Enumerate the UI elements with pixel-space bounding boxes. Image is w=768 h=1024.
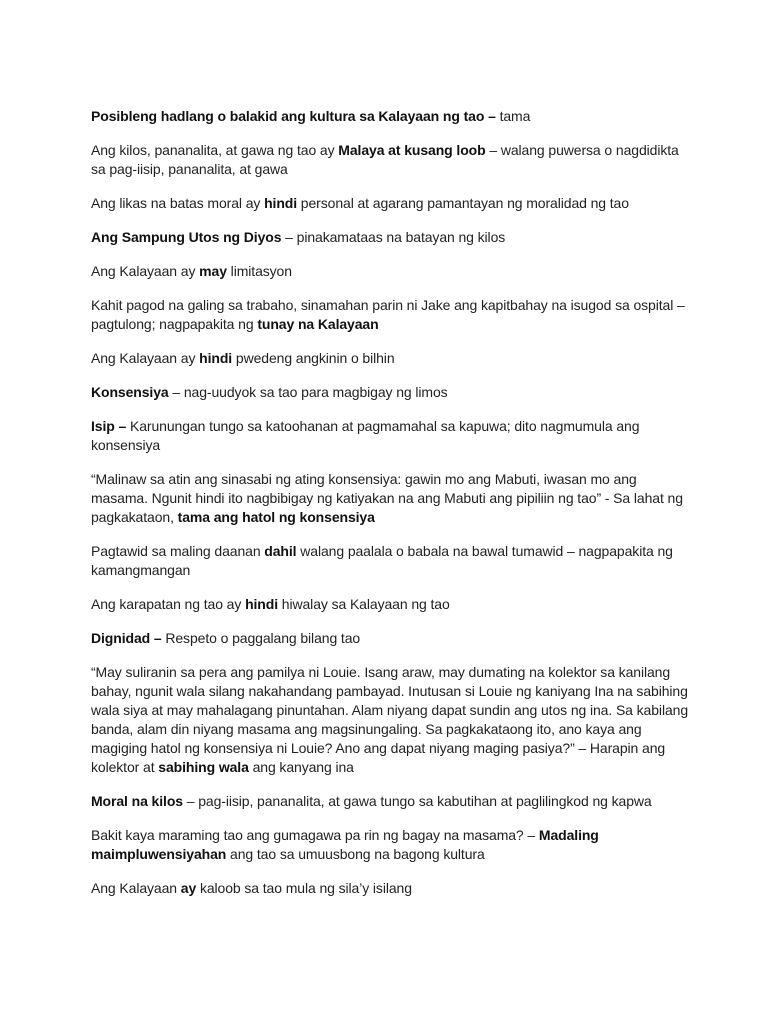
bold-text: Dignidad – <box>91 630 166 646</box>
paragraph-5 <box>91 262 691 281</box>
bold-text: sabihing wala <box>158 759 249 775</box>
text-run: limitasyon <box>226 263 292 279</box>
bold-text: Ang Sampung Utos ng Diyos <box>91 229 282 245</box>
paragraph-1 <box>91 107 691 126</box>
bold-text: Madaling maimpluwensiyahan <box>91 827 599 862</box>
bold-text: Posibleng hadlang o balakid ang kultura sa Kalayaan ng tao – <box>91 108 500 124</box>
text-run: Ang Kalayaan <box>91 880 181 896</box>
text-run: pwedeng angkinin o bilhin <box>232 350 395 366</box>
bold-text: dahil <box>264 543 297 559</box>
text-run: kaloob sa tao mula ng sila’y isilang <box>196 880 412 896</box>
paragraph-10 <box>91 470 691 527</box>
bold-text: ay <box>180 880 197 896</box>
paragraph-9 <box>91 417 691 455</box>
text-run: “Malinaw sa atin ang sinasabi ng ating konsensiya: gawin mo ang Mabuti, iwasan mo ang masama. Ngunit hindi ito nagbibigay ng katiyakan na ang Mabuti ang pipiliin ng tao” - Sa lahat ng pagkakataon, <box>91 471 683 525</box>
paragraph-12 <box>91 595 691 614</box>
paragraph-16 <box>91 826 691 864</box>
paragraph-3 <box>91 194 691 213</box>
bold-text: Konsensiya <box>91 384 169 400</box>
bold-text: Malaya at kusang loob <box>338 142 486 158</box>
text-run: Respeto o paggalang bilang tao <box>165 630 361 646</box>
text-run: Ang likas na batas moral ay <box>91 195 265 211</box>
paragraph-8 <box>91 383 691 402</box>
paragraph-6 <box>91 296 691 334</box>
text-run: Ang Kalayaan ay <box>91 263 200 279</box>
text-run: – pinakamataas na batayan ng kilos <box>281 229 506 245</box>
paragraph-4 <box>91 228 691 247</box>
text-run: walang paalala o babala na bawal tumawid – nagpapakita ng kamangmangan <box>91 543 673 578</box>
bold-text: tunay na Kalayaan <box>257 316 379 332</box>
document-page <box>91 107 691 913</box>
text-run: ang tao sa umuusbong na bagong kultura <box>226 846 485 862</box>
bold-text: tama ang hatol ng konsensiya <box>177 509 375 525</box>
text-run: “May suliranin sa pera ang pamilya ni Louie. Isang araw, may dumating na kolektor sa kanilang bahay, ngunit wala silang nakahandang pambayad. Inutusan si Louie ng kaniyang Ina na sabihing wala siya at may mahalagang pinuntahan. Alam niyang dapat sundin ang utos ng ina. Sa kabilang banda, alam din niyang masama ang magsinungaling. Sa pagkakataong ito, ano kaya ang magiging hatol ng konsensiya ni Louie? Ano ang dapat niyang maging pasiya?” – Harapin ang kolektor at <box>91 664 689 775</box>
paragraph-11 <box>91 542 691 580</box>
text-run: tama <box>499 108 531 124</box>
text-run: Ang kilos, pananalita, at gawa ng tao ay <box>91 142 339 158</box>
text-run: Karunungan tungo sa katoohanan at pagmamahal sa kapuwa; dito nagmumula ang konsensiya <box>91 418 640 453</box>
text-run: – pag-iisip, pananalita, at gawa tungo sa kabutihan at paglilingkod ng kapwa <box>182 793 652 809</box>
bold-text: may <box>199 263 227 279</box>
text-run: hiwalay sa Kalayaan ng tao <box>278 596 450 612</box>
bold-text: Moral na kilos <box>91 793 183 809</box>
bold-text: hindi <box>264 195 298 211</box>
paragraph-17 <box>91 879 691 898</box>
text-run: Ang Kalayaan ay <box>91 350 200 366</box>
text-run: Kahit pagod na galing sa trabaho, sinamahan parin ni Jake ang kapitbahay na isugod sa ospital – pagtulong; nagpapakita ng <box>91 297 685 332</box>
paragraph-7 <box>91 349 691 368</box>
text-run: Bakit kaya maraming tao ang gumagawa pa rin ng bagay na masama? – <box>91 827 539 843</box>
text-run: ang kanyang ina <box>248 759 354 775</box>
text-run: personal at agarang pamantayan ng moralidad ng tao <box>297 195 629 211</box>
text-run: Pagtawid sa maling daanan <box>91 543 265 559</box>
bold-text: hindi <box>245 596 278 612</box>
text-run: Ang karapatan ng tao ay <box>91 596 246 612</box>
text-run: – walang puwersa o nagdidikta sa pag-iisip, pananalita, at gawa <box>91 142 679 177</box>
paragraph-14 <box>91 663 691 777</box>
paragraph-15 <box>91 792 691 811</box>
paragraph-13 <box>91 629 691 648</box>
paragraph-2 <box>91 141 691 179</box>
bold-text: Isip – <box>91 418 130 434</box>
bold-text: hindi <box>199 350 233 366</box>
text-run: – nag-uudyok sa tao para magbigay ng limos <box>168 384 448 400</box>
